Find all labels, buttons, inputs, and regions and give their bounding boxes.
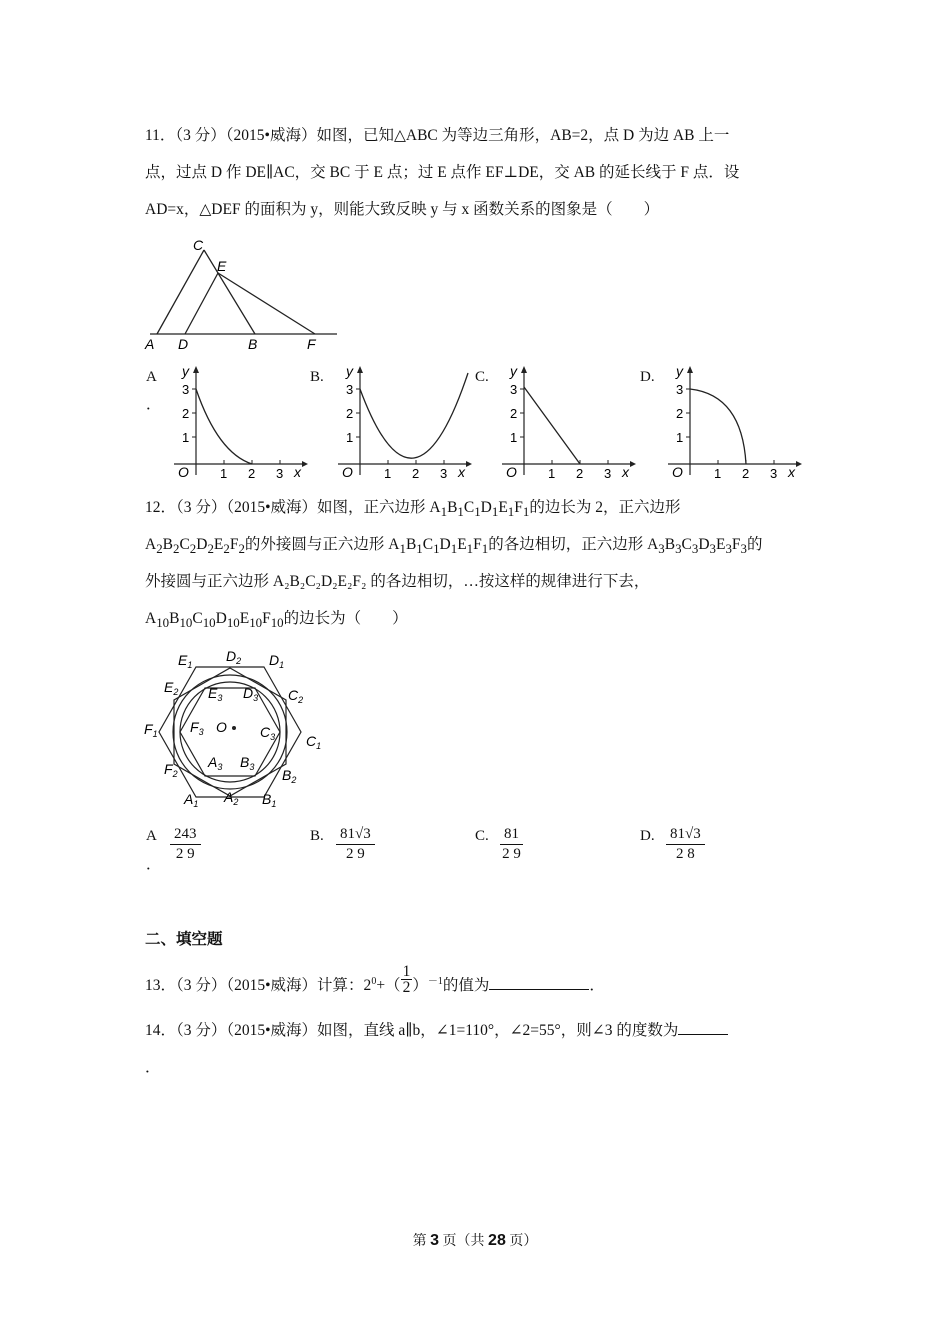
q12-option-d-fraction[interactable]: $\frac{81√3}{2 8}$ <box>666 826 705 863</box>
x-tick-3: 3 <box>770 466 778 481</box>
x-tick-1: 1 <box>714 466 722 481</box>
q12-option-b-letter[interactable]: B. <box>310 828 324 844</box>
label-D3: $D_3$ <box>243 685 259 703</box>
q12-option-b-fraction[interactable]: $\frac{81√3}{2 9}$ <box>336 826 375 863</box>
q13-line: 13．（3 分）（2015•威海）计算：$2^0+$（ $\frac{1}{2}$ ）$^{-1}$的值为 ． <box>145 963 605 997</box>
y-tick-3: 3 <box>510 382 518 397</box>
q11-graph-c[interactable] <box>498 365 638 480</box>
y-tick-3: 3 <box>346 382 354 397</box>
section-title: 二、填空题 <box>145 931 223 948</box>
label-E2: $E_2$ <box>164 679 179 697</box>
q12-option-d-letter[interactable]: D. <box>640 828 655 844</box>
q11-graph-d[interactable] <box>664 365 804 480</box>
q14-line: 14．（3 分）（2015•威海）如图，直线 a∥b，∠1=110°，∠2=55°，则∠3 的度数为 <box>145 1020 728 1041</box>
origin-label: O <box>178 464 189 480</box>
q13-answer-blank[interactable] <box>489 975 589 990</box>
y-tick-2: 2 <box>182 406 190 421</box>
x-axis-label: x <box>458 464 465 480</box>
x-tick-1: 1 <box>384 466 392 481</box>
q11-line3: AD=x，△DEF 的面积为 y，则能大致反映 y 与 x 函数关系的图象是（ ） <box>145 201 660 218</box>
q11-option-a-letter[interactable]: A <box>146 369 157 385</box>
q11-graph-b[interactable] <box>334 365 474 480</box>
label-B1: $B_1$ <box>262 791 277 809</box>
y-tick-1: 1 <box>676 430 684 445</box>
q12-line3: 外接圆与正六边形 A₂B₂C₂D₂E₂F₂ 的各边相切，…按这样的规律进行下去， <box>145 573 650 590</box>
label-B3: $B_3$ <box>240 754 255 772</box>
x-tick-2: 2 <box>742 466 750 481</box>
q12-option-c-letter[interactable]: C. <box>475 828 489 844</box>
x-tick-3: 3 <box>276 466 284 481</box>
q12-line2: $A_2B_2C_2D_2E_2F_2$的外接圆与正六边形 $A_1B_1C_1D_1E_1F_1$的各边相切，正六边形 $A_3B_3C_3D_3E_3F_3$的 <box>145 536 763 557</box>
label-F1: $F_1$ <box>144 721 158 739</box>
label-E1: $E_1$ <box>178 652 193 670</box>
label-E3: $E_3$ <box>208 685 223 703</box>
q11-line2: 点，过点 D 作 DE∥AC，交 BC 于 E 点；过 E 点作 EF⊥DE，交 AB 的延长线于 F 点．设 <box>145 164 740 181</box>
label-C3: $C_3$ <box>260 724 276 742</box>
label-F3: $F_3$ <box>190 719 204 737</box>
q11-line1: 11．（3 分）（2015•威海）如图，已知△ABC 为等边三角形，AB=2，点 D 为边 AB 上一 <box>145 127 730 144</box>
x-tick-3: 3 <box>440 466 448 481</box>
q11-graph-a[interactable] <box>170 365 310 480</box>
label-A: A <box>145 336 155 352</box>
y-tick-2: 2 <box>676 406 684 421</box>
label-A1: $A_1$ <box>184 791 199 809</box>
label-D: D <box>178 336 189 352</box>
q11-option-a-dot: ． <box>146 397 162 413</box>
label-E: E <box>217 258 227 274</box>
label-B2: $B_2$ <box>282 767 297 785</box>
q12-hexagon-figure <box>142 646 332 811</box>
page-total: 28 <box>488 1232 506 1249</box>
label-C2: $C_2$ <box>288 687 304 705</box>
x-axis-label: x <box>294 464 301 480</box>
q11-option-c-letter[interactable]: C. <box>475 369 489 385</box>
q11-option-d-letter[interactable]: D. <box>640 369 655 385</box>
label-A3: $A_3$ <box>208 754 223 772</box>
label-O: O <box>216 719 227 735</box>
origin-label: O <box>506 464 517 480</box>
label-D1: $D_1$ <box>269 652 285 670</box>
y-tick-3: 3 <box>182 382 190 397</box>
q12-line4: $A_{10}B_{10}C_{10}D_{10}E_{10}F_{10}$的边长为（ ） <box>145 610 408 631</box>
y-tick-1: 1 <box>510 430 518 445</box>
y-tick-3: 3 <box>676 382 684 397</box>
y-axis-label: y <box>346 363 353 379</box>
x-tick-1: 1 <box>548 466 556 481</box>
label-A2: $A_2$ <box>224 789 239 807</box>
q12-option-a-fraction[interactable]: $\frac{243}{2 9}$ <box>170 826 201 863</box>
label-C: C <box>193 237 204 253</box>
y-axis-label: y <box>510 363 517 379</box>
x-tick-2: 2 <box>576 466 584 481</box>
y-tick-2: 2 <box>346 406 354 421</box>
q11-triangle-figure <box>145 238 345 358</box>
label-D2: $D_2$ <box>226 648 242 666</box>
q14-answer-blank[interactable] <box>678 1020 728 1035</box>
y-tick-2: 2 <box>510 406 518 421</box>
x-tick-2: 2 <box>412 466 420 481</box>
x-tick-3: 3 <box>604 466 612 481</box>
y-axis-label: y <box>676 363 683 379</box>
y-axis-label: y <box>182 363 189 379</box>
q12-option-a-letter[interactable]: A <box>146 828 157 844</box>
x-axis-label: x <box>788 464 795 480</box>
y-tick-1: 1 <box>182 430 190 445</box>
q12-option-c-fraction[interactable]: $\frac{81}{2 9}$ <box>500 826 523 863</box>
x-tick-1: 1 <box>220 466 228 481</box>
q12-line1: 12．（3 分）（2015•威海）如图，正六边形 $A_1B_1C_1D_1E_1F_1$的边长为 2，正六边形 <box>145 499 681 520</box>
x-tick-2: 2 <box>248 466 256 481</box>
label-F2: $F_2$ <box>164 761 178 779</box>
q14-end: ． <box>145 1059 161 1076</box>
y-tick-1: 1 <box>346 430 354 445</box>
label-F: F <box>307 336 316 352</box>
x-axis-label: x <box>622 464 629 480</box>
label-C1: $C_1$ <box>306 733 322 751</box>
page-number: 3 <box>430 1232 440 1249</box>
q12-option-a-dot: ． <box>146 857 162 873</box>
page-footer: 第 3 页（共 28 页） <box>412 1232 538 1249</box>
origin-label: O <box>672 464 683 480</box>
origin-label: O <box>342 464 353 480</box>
q11-option-b-letter[interactable]: B. <box>310 369 324 385</box>
label-B: B <box>248 336 258 352</box>
